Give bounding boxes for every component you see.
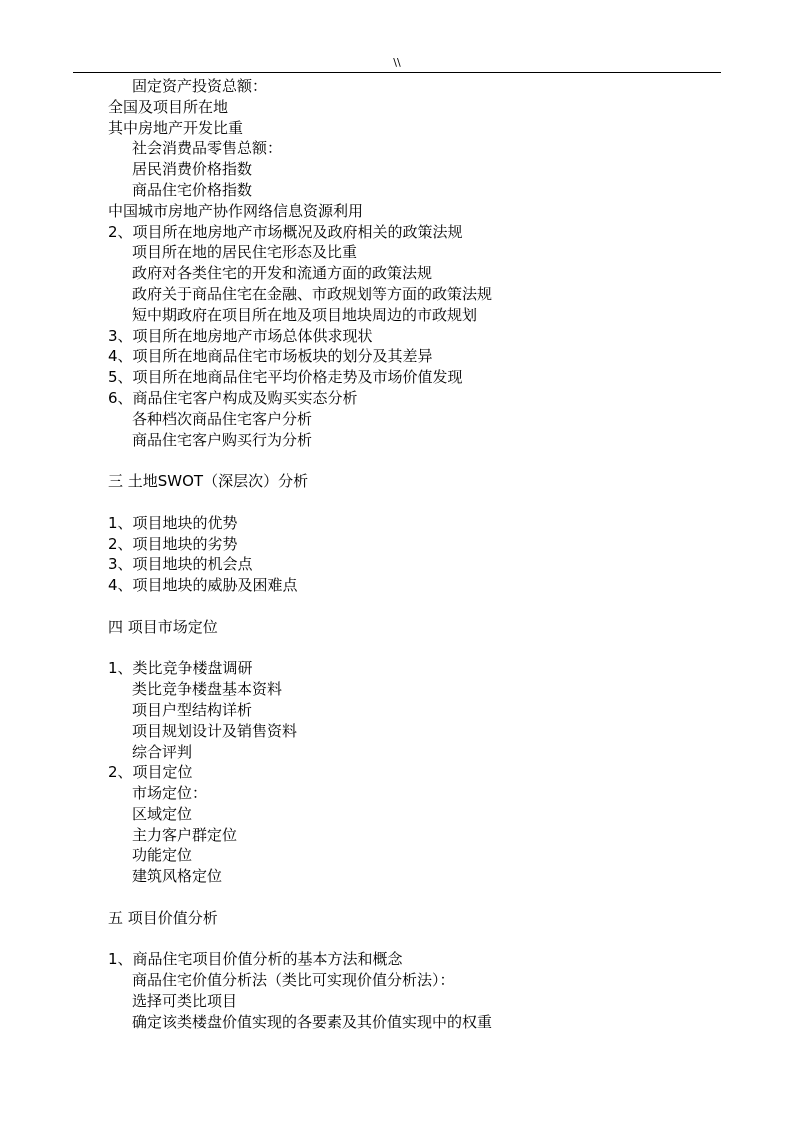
outline-item: 功能定位 xyxy=(132,846,193,865)
outline-item: 综合评判 xyxy=(132,742,193,761)
outline-item: 1、商品住宅项目价值分析的基本方法和概念 xyxy=(108,950,403,969)
outline-item: 2、项目定位 xyxy=(108,763,193,782)
spacer xyxy=(108,887,728,908)
outline-item: 区域定位 xyxy=(132,804,193,823)
outline-item: 全国及项目所在地 xyxy=(108,97,229,116)
outline-item: 5、项目所在地商品住宅平均价格走势及市场价值发现 xyxy=(108,368,463,387)
outline-item: 项目规划设计及销售资料 xyxy=(132,721,298,740)
document-body xyxy=(108,76,728,1033)
section-heading: 五 项目价值分析 xyxy=(108,908,218,927)
outline-item: 商品住宅价值分析法（类比可实现价值分析法）： xyxy=(132,971,455,990)
outline-item: 固定资产投资总额： xyxy=(132,77,268,95)
outline-item: 政府对各类住宅的开发和流通方面的政策法规 xyxy=(132,264,433,283)
spacer xyxy=(108,929,728,950)
spacer xyxy=(108,492,728,513)
spacer xyxy=(108,596,728,617)
outline-item: 商品住宅客户购买行为分析 xyxy=(132,430,313,449)
spacer xyxy=(108,450,728,471)
outline-item: 各种档次商品住宅客户分析 xyxy=(132,409,313,428)
outline-item: 6、商品住宅客户构成及购买实态分析 xyxy=(108,388,358,407)
outline-item: 中国城市房地产协作网络信息资源利用 xyxy=(108,201,364,220)
outline-item: 类比竞争楼盘基本资料 xyxy=(132,680,283,699)
outline-item: 2、项目所在地房地产市场概况及政府相关的政策法规 xyxy=(108,222,463,241)
outline-item: 2、项目地块的劣势 xyxy=(108,534,238,553)
outline-item: 3、项目所在地房地产市场总体供求现状 xyxy=(108,326,373,345)
outline-item: 4、项目地块的威胁及困难点 xyxy=(108,576,298,595)
outline-item: 市场定位： xyxy=(132,784,208,803)
outline-item: 短中期政府在项目所在地及项目地块周边的市政规划 xyxy=(132,305,478,324)
outline-item: 选择可类比项目 xyxy=(132,992,238,1011)
outline-item: 政府关于商品住宅在金融、市政规划等方面的政策法规 xyxy=(132,284,493,303)
spacer xyxy=(108,638,728,659)
outline-item: 1、类比竞争楼盘调研 xyxy=(108,659,253,678)
outline-item: 主力客户群定位 xyxy=(132,825,238,844)
page-header-mark: \\ xyxy=(393,56,401,69)
header-rule xyxy=(73,72,721,73)
outline-item: 确定该类楼盘价值实现的各要素及其价值实现中的权重 xyxy=(132,1012,493,1031)
outline-item: 1、项目地块的优势 xyxy=(108,513,238,532)
section-heading: 三 土地SWOT（深层次）分析 xyxy=(108,472,309,491)
outline-item: 建筑风格定位 xyxy=(132,867,223,886)
outline-item: 3、项目地块的机会点 xyxy=(108,555,253,574)
outline-item: 居民消费价格指数 xyxy=(132,160,253,179)
section-heading: 四 项目市场定位 xyxy=(108,617,218,636)
outline-item: 社会消费品零售总额： xyxy=(132,139,283,158)
outline-item: 项目户型结构详析 xyxy=(132,700,253,719)
outline-item: 项目所在地的居民住宅形态及比重 xyxy=(132,243,358,262)
outline-item: 其中房地产开发比重 xyxy=(108,118,244,137)
outline-item: 商品住宅价格指数 xyxy=(132,180,253,199)
outline-item: 4、项目所在地商品住宅市场板块的划分及其差异 xyxy=(108,347,433,366)
